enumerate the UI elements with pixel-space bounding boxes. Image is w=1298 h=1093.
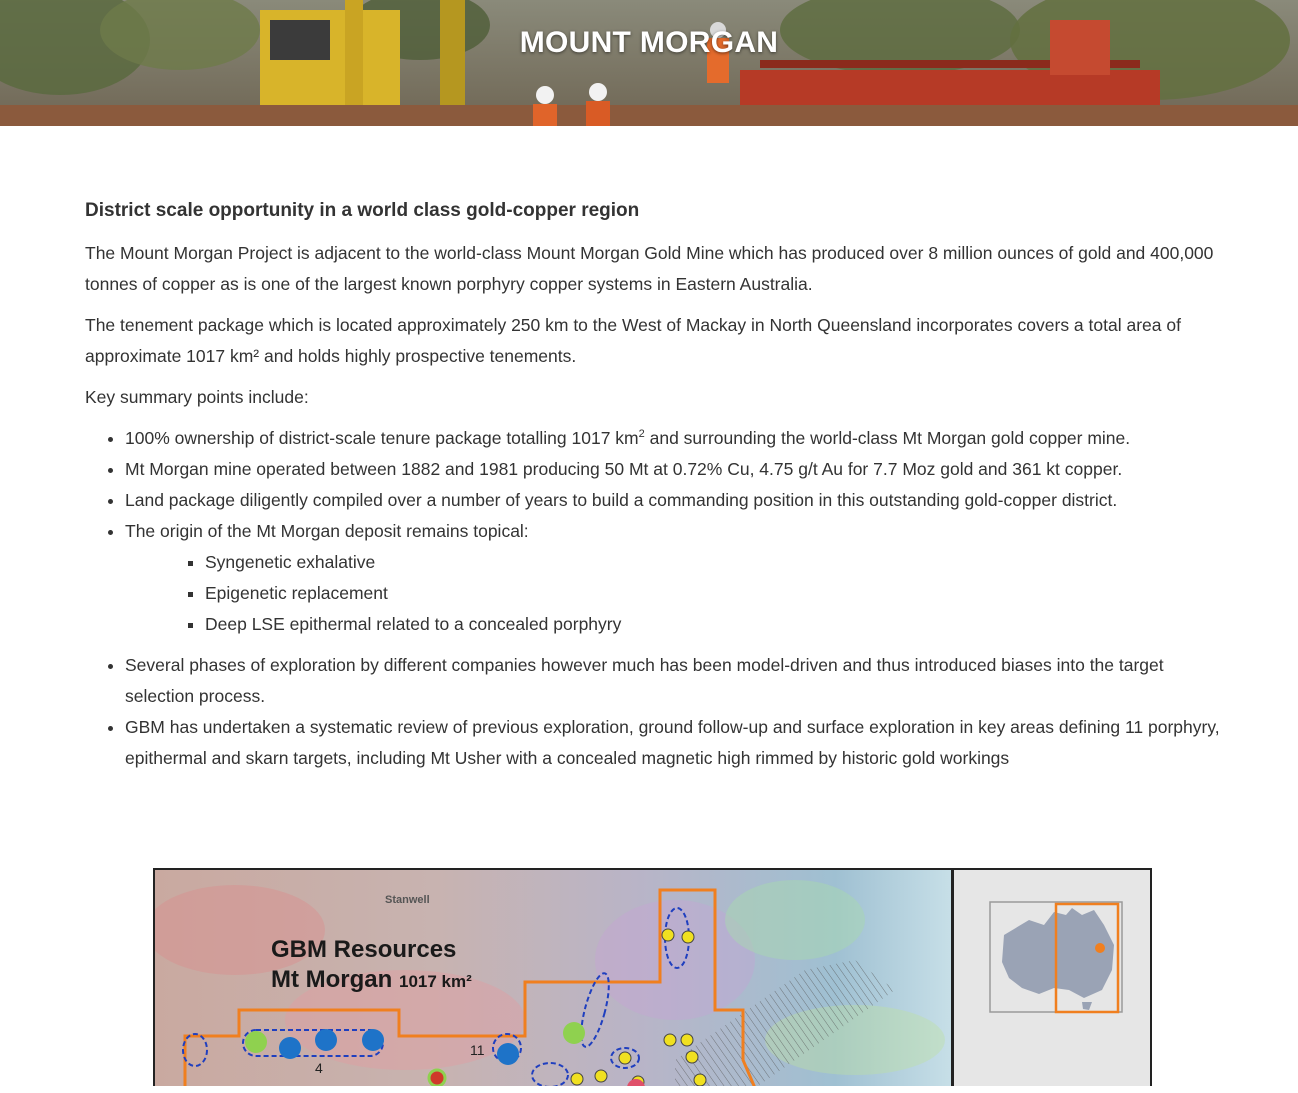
hero-background-image xyxy=(0,0,1298,126)
origin-sublist xyxy=(125,547,1225,640)
map-area-label: 1017 km² xyxy=(398,972,472,991)
list-item-text: and surrounding the world-class Mt Morgan gold copper mine. xyxy=(644,428,1131,448)
sub-list-item: ▪ Epigenetic replacement xyxy=(205,578,1225,609)
superscript: 2 xyxy=(638,428,645,441)
map-town-label: Stanwell xyxy=(385,894,430,906)
map-target-label: 4 xyxy=(315,1060,323,1076)
map-subheading xyxy=(271,966,472,994)
list-item: • Mt Morgan mine operated between 1882 and 1981 producing 50 Mt at 0.72% Cu, 4.75 g/t Au for 7.7 Moz gold and 361 kt copper. xyxy=(125,454,1225,485)
map-heading: GBM Resources xyxy=(271,936,457,963)
list-item: • GBM has undertaken a systematic review of previous exploration, ground follow-up and surface exploration in key areas defining 11 porphyry, epithermal and skarn targets, including Mt Usher with a concealed magnetic high rimmed by historic gold workings xyxy=(125,712,1225,774)
sub-list-item: ▪ Deep LSE epithermal related to a concealed porphyry xyxy=(205,609,1225,640)
summary-lead-paragraph: Key summary points include: xyxy=(85,387,309,407)
list-item xyxy=(125,516,1225,640)
summary-list xyxy=(85,423,1225,774)
list-item-text: The origin of the Mt Morgan deposit remains topical: xyxy=(125,521,529,541)
tenement-map xyxy=(153,868,953,1086)
list-item xyxy=(125,423,1225,454)
map-target-label: 11 xyxy=(470,1042,485,1058)
tenement-paragraph: The tenement package which is located approximately 250 km to the West of Mackay in North Queensland incorporates covers a total area of approximate 1017 km² and holds highly prospective tenements. xyxy=(85,315,1181,366)
article-body xyxy=(85,200,1225,774)
list-item: • Land package diligently compiled over a number of years to build a commanding position in this outstanding gold-copper district. xyxy=(125,485,1225,516)
section-subtitle: District scale opportunity in a world class gold-copper region xyxy=(85,200,640,221)
sub-list-item: ▪ Syngenetic exhalative xyxy=(205,547,1225,578)
hero-banner xyxy=(0,0,1298,126)
project-map-figure xyxy=(153,868,1153,1086)
australia-map-graphic xyxy=(954,870,1150,1088)
australia-inset-map xyxy=(952,868,1152,1086)
map-project-name: Mt Morgan xyxy=(271,966,393,993)
page-title: MOUNT MORGAN xyxy=(519,26,779,59)
intro-paragraph: The Mount Morgan Project is adjacent to the world-class Mount Morgan Gold Mine which has produced over 8 million ounces of gold and 400,000 tonnes of copper as is one of the largest known porphyry copper systems in Eastern Australia. xyxy=(85,243,1214,294)
list-item-text: 100% ownership of district-scale tenure package totalling 1017 km xyxy=(125,428,639,448)
list-item: • Several phases of exploration by different companies however much has been model-driven and thus introduced biases into the target selection process. xyxy=(125,650,1225,712)
